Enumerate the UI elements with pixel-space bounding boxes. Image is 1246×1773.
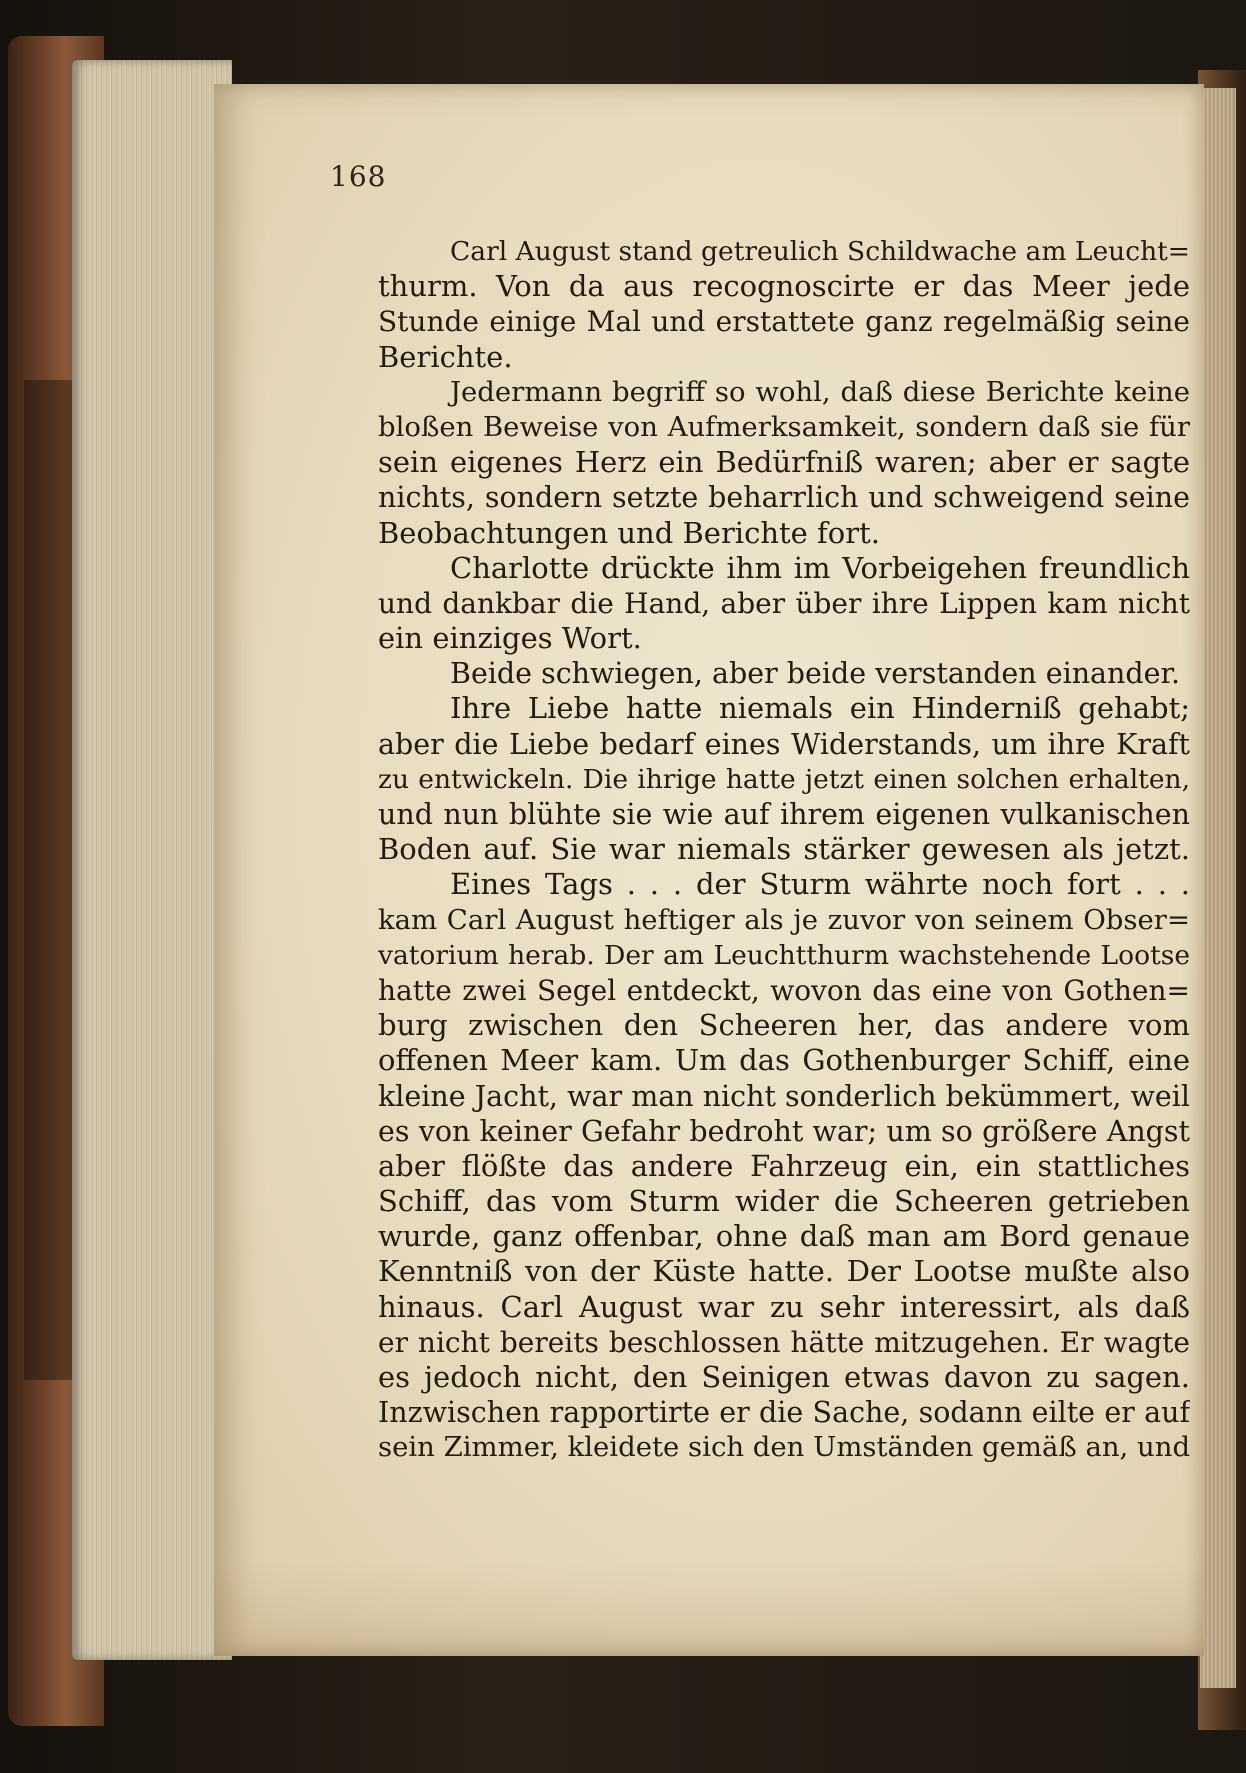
page-edges-left [72, 60, 232, 1660]
text-line: wurde, ganz offenbar, ohne daß man am Bord genaue [378, 1219, 1190, 1254]
text-line: Kenntniß von der Küste hatte. Der Lootse mußte also [378, 1254, 1190, 1289]
text-line: es jedoch nicht, den Seinigen etwas davon zu sagen. [378, 1360, 1190, 1394]
text-line: Beide schwiegen, aber beide verstanden einander. [450, 657, 1181, 691]
text-line: bloßen Beweise von Aufmerksamkeit, sondern daß sie für [378, 410, 1190, 443]
text-line: Schiff, das vom Sturm wider die Scheeren getrieben [378, 1184, 1190, 1219]
page-shadow [214, 1560, 1204, 1656]
body-text [378, 234, 1190, 1466]
text-line: nichts, sondern setzte beharrlich und schweigend seine [378, 481, 1190, 515]
text-line: Inzwischen rapportirte er die Sache, sodann eilte er auf [378, 1396, 1190, 1430]
text-line: aber flößte das andere Fahrzeug ein, ein stattliches [378, 1148, 1190, 1183]
text-line: Berichte. [378, 339, 513, 374]
text-line: Jedermann begriff so wohl, daß diese Berichte keine [450, 375, 1190, 408]
text-line: offenen Meer kam. Um das Gothenburger Schiff, eine [378, 1043, 1190, 1078]
text-line: hinaus. Carl August war zu sehr interessirt, als daß [378, 1289, 1190, 1324]
text-line: hatte zwei Segel entdeckt, wovon das eine von Gothen= [378, 973, 1190, 1007]
text-line: aber die Liebe bedarf eines Widerstands, um ihre Kraft [378, 727, 1190, 761]
text-line: Beobachtungen und Berichte fort. [378, 515, 880, 550]
text-line: Ihre Liebe hatte niemals ein Hinderniß gehabt; [450, 691, 1190, 726]
text-line: zu entwickeln. Die ihrige hatte jetzt einen solchen erhalten, [378, 763, 1190, 795]
text-line: Carl August stand getreulich Schildwache am Leucht= [450, 236, 1190, 267]
text-line: thurm. Von da aus recognoscirte er das Meer jede [378, 269, 1190, 304]
text-line: ein einziges Wort. [378, 621, 642, 656]
text-line: Eines Tags . . . der Sturm währte noch fort . . . [450, 867, 1190, 902]
text-line: und nun blühte sie wie auf ihrem eigenen vulkanischen [378, 798, 1190, 831]
page-edges-right [1200, 88, 1236, 1688]
text-line: sein eigenes Herz ein Bedürfniß waren; aber er sagte [378, 445, 1190, 480]
text-line: vatorium herab. Der am Leuchtthurm wachstehende Lootse [378, 939, 1190, 971]
cover-spine [24, 380, 76, 1380]
text-line: Charlotte drückte ihm im Vorbeigehen freundlich [450, 550, 1190, 585]
text-line: er nicht bereits beschlossen hätte mitzugehen. Er wagte [378, 1325, 1190, 1359]
text-line: Boden auf. Sie war niemals stärker gewesen als jetzt. [378, 832, 1190, 867]
text-line: und dankbar die Hand, aber über ihre Lippen kam nicht [378, 586, 1190, 620]
text-line: kleine Jacht, war man nicht sonderlich bekümmert, weil [378, 1079, 1190, 1113]
text-line: kam Carl August heftiger als je zuvor von seinem Obser= [378, 903, 1190, 936]
text-line: burg zwischen den Scheeren her, das andere vom [378, 1008, 1190, 1043]
text-line: es von keiner Gefahr bedroht war; um so größere Angst [378, 1114, 1190, 1148]
text-line: Stunde einige Mal und erstattete ganz regelmäßig seine [378, 305, 1190, 339]
text-line: sein Zimmer, kleidete sich den Umständen gemäß an, und [378, 1431, 1190, 1464]
page-number: 168 [330, 160, 387, 193]
